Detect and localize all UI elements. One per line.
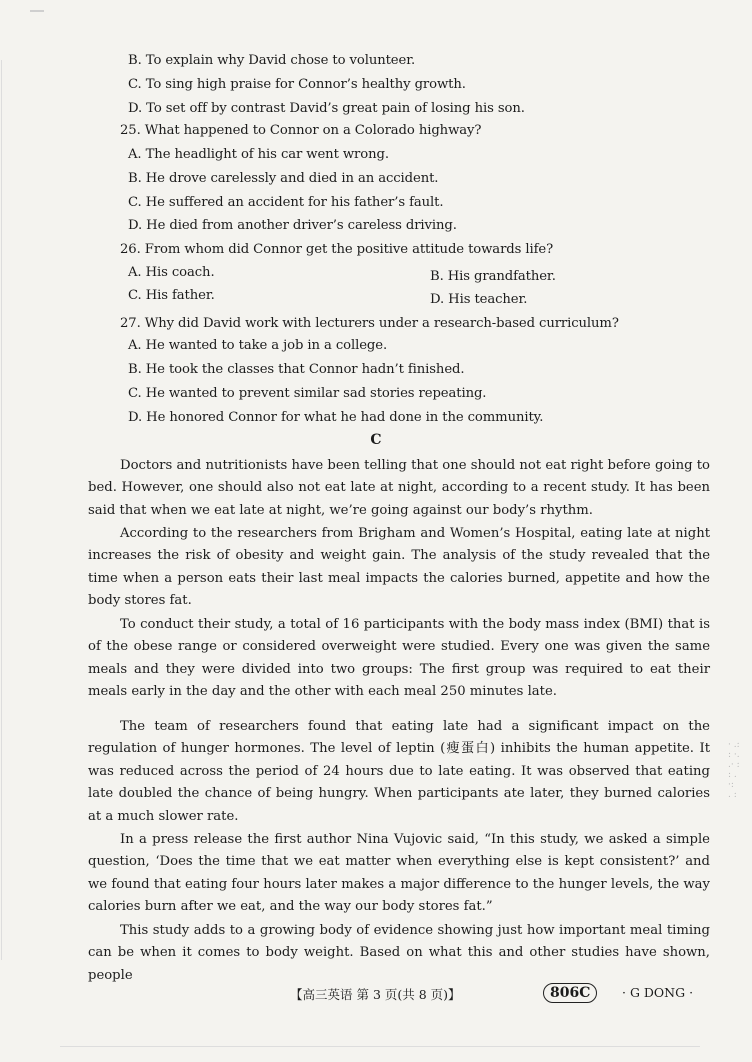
passage-c-paragraph-4: The team of researchers found that eating late had a significant impact on the regulation of hunger hormones. The level of leptin (瘦蛋白) inhibits the human appetite. It was reduced across the period of 24 hours due to late eating. It was observed that eating late doubled the chance of being hungry. When participants ate later, they burned calories at a much slower rate.: [88, 719, 710, 824]
q27-option-a: A. He wanted to take a job in a college.: [128, 338, 388, 353]
q27-option-d: D. He honored Connor for what he had done in the community.: [128, 410, 544, 425]
q24-option-b: B. To explain why David chose to volunteer.: [128, 53, 416, 68]
q26-option-d: D. His teacher.: [430, 292, 528, 307]
passage-c-paragraph-1: Doctors and nutritionists have been telling that one should not eat right before going to bed. However, one should also not eat late at night, according to a recent study. It has been said that when we eat late at night, we’re going against our body’s rhythm.: [88, 458, 710, 518]
passage-c-paragraph-3: To conduct their study, a total of 16 participants with the body mass index (BMI) that is of the obese range or considered overweight were studied. Every one was given the same meals and they were divided into two groups: The first group was required to eat their meals early in the day and the other with each meal 250 minutes late.: [88, 617, 710, 700]
section-c-heading: C: [370, 432, 382, 448]
q25-stem: 25. What happened to Connor on a Colorado highway?: [120, 123, 482, 138]
q26-stem: 26. From whom did Connor get the positive attitude towards life?: [120, 242, 554, 257]
q26-option-a: A. His coach.: [128, 265, 215, 280]
scan-edge-left: [1, 60, 2, 960]
passage-c-paragraph-6: This study adds to a growing body of evidence showing just how important meal timing can be when it comes to body weight. Based on what this and other studies have shown, people: [88, 923, 710, 983]
scan-mark-top: [30, 10, 44, 12]
q27-stem: 27. Why did David work with lecturers under a research-based curriculum?: [120, 316, 619, 331]
q27-option-c: C. He wanted to prevent similar sad stories repeating.: [128, 386, 487, 401]
footer-brand: · G DONG ·: [622, 985, 694, 1000]
q24-option-c: C. To sing high praise for Connor’s healthy growth.: [128, 77, 466, 92]
q26-option-b: B. His grandfather.: [430, 269, 556, 284]
q25-option-b: B. He drove carelessly and died in an accident.: [128, 171, 439, 186]
scan-noise: · .: : ·. .· : : . ·: . :: [728, 740, 740, 800]
footer-exam-label: 【高三英语 第 3 页(共 8 页)】: [290, 987, 461, 1002]
q26-option-c: C. His father.: [128, 288, 215, 303]
passage-c-paragraph-2: According to the researchers from Brigham and Women’s Hospital, eating late at night increases the risk of obesity and weight gain. The analysis of the study revealed that the time when a person eats their last meal impacts the calories burned, appetite and how the body stores fat.: [88, 526, 710, 609]
q25-option-a: A. The headlight of his car went wrong.: [128, 147, 389, 162]
passage-c-paragraph-5: In a press release the first author Nina Vujovic said, “In this study, we asked a simple question, ‘Does the time that we eat matter when everything else is kept consistent?’ and we found that eating four hours later makes a major difference to the hunger levels, the way calories burn after we eat, and the way our body stores fat.”: [88, 832, 710, 915]
scan-edge-bottom: [60, 1046, 700, 1047]
footer-code-badge: 806C: [543, 983, 597, 1003]
q27-option-b: B. He took the classes that Connor hadn’t finished.: [128, 362, 465, 377]
q25-option-c: C. He suffered an accident for his father’s fault.: [128, 195, 444, 210]
q25-option-d: D. He died from another driver’s careless driving.: [128, 218, 457, 233]
q24-option-d: D. To set off by contrast David’s great pain of losing his son.: [128, 101, 525, 116]
